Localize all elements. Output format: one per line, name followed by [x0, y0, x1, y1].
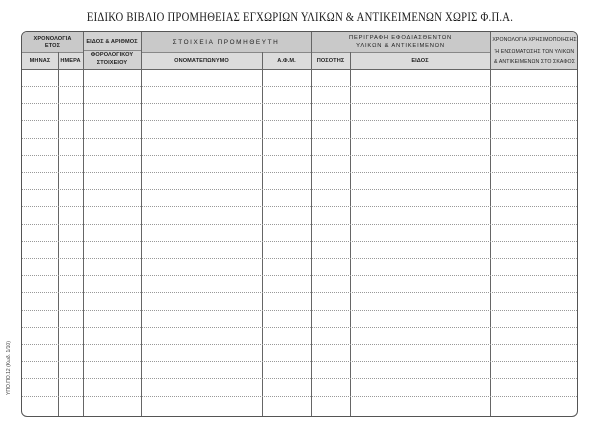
ruled-line: [22, 189, 577, 190]
day-column-label: ΗΜΕΡΑ: [60, 57, 81, 64]
ruled-line: [22, 361, 577, 362]
ruled-line: [22, 206, 577, 207]
item-column-label: ΕΙΔΟΣ: [411, 57, 429, 64]
ruled-line: [22, 241, 577, 242]
afm-column-label: Α.Φ.Μ.: [277, 57, 296, 64]
ruled-line: [22, 86, 577, 87]
ruled-line: [22, 224, 577, 225]
ruled-line: [22, 155, 577, 156]
ledger-table: [21, 31, 578, 417]
date-group-label: ΧΡΟΝΟΛΟΓΙΑ ΕΤΟΣ: [33, 35, 72, 49]
header-divider: [22, 69, 577, 70]
ruled-line: [22, 344, 577, 345]
usage-label-3: & ΑΝΤΙΚΕΙΜΕΝΩΝ ΣΤΟ ΣΚΑΦΟΣ: [494, 58, 575, 65]
page-title: ΕΙΔΙΚΟ ΒΙΒΛΙΟ ΠΡΟΜΗΘΕΙΑΣ ΕΓΧΩΡΙΩΝ ΥΛΙΚΩΝ & ΑΝΤΙΚΕΙΜΕΝΩΝ ΧΩΡΙΣ Φ.Π.Α.: [86, 9, 514, 24]
ruled-line: [22, 138, 577, 139]
ruled-line: [22, 327, 577, 328]
supplier-group-label: ΣΤΟΙΧΕΙΑ ΠΡΟΜΗΘΕΥΤΗ: [172, 39, 280, 46]
description-group-label-1: ΠΕΡΙΓΡΑΦΗ ΕΦΟΔΙΑΣΘΕΝΤΩΝ: [348, 34, 452, 41]
ruled-line: [22, 378, 577, 379]
ruled-line: [22, 258, 577, 259]
description-group-label-2: ΥΛΙΚΩΝ & ΑΝΤΙΚΕΙΜΕΝΩΝ: [356, 42, 445, 49]
usage-label-2: Ή ΕΝΣΩΜΑΤΩΣΗΣ ΤΩΝ ΥΛΙΚΩΝ: [494, 48, 575, 55]
doc-type-label-bottom: ΣΤΟΙΧΕΙΟΥ: [96, 60, 128, 66]
form-code: ΥΠΟ.ΠΟ.12 (Κωδ. 1/10): [6, 341, 12, 395]
usage-label-1: ΧΡΟΝΟΛΟΓΙΑ ΧΡΗΣΙΜΟΠΟΙΗΣΗΣ: [492, 36, 577, 43]
ruled-line: [22, 292, 577, 293]
ruled-line: [22, 310, 577, 311]
ruled-line: [22, 172, 577, 173]
ruled-line: [22, 103, 577, 104]
doc-type-label-mid: ΦΟΡΟΛΟΓΙΚΟΥ: [90, 52, 134, 58]
quantity-column-label: ΠΟΣΟΤΗΣ: [316, 57, 345, 64]
ruled-line: [22, 275, 577, 276]
month-column-label: ΜΗΝΑΣ: [29, 57, 51, 64]
name-column-label: ΟΝΟΜΑΤΕΠΩΝΥΜΟ: [174, 57, 229, 64]
doc-type-label-top: ΕΙΔΟΣ & ΑΡΙΘΜΟΣ: [86, 38, 138, 45]
ruled-line: [22, 396, 577, 397]
ruled-line: [22, 120, 577, 121]
